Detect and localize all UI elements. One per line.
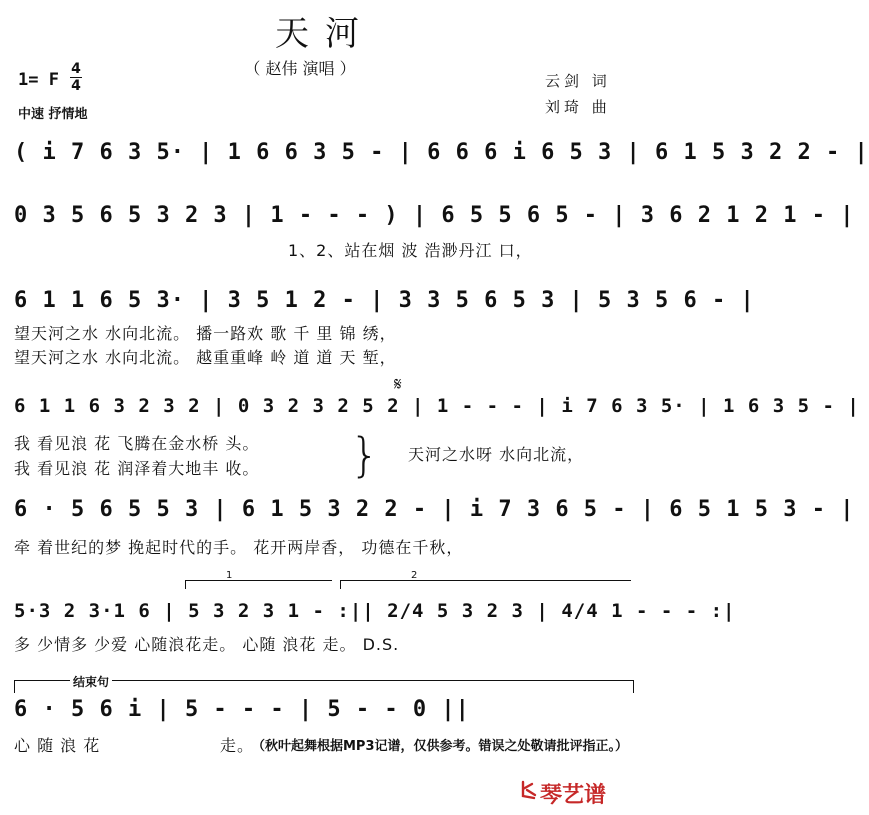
notation-row-2: 0 3 5 6 5 3 2 3 | 1 - - - ) | 6 5 5 6 5 - | 3 6 2 1 2 1 - |: [14, 203, 855, 228]
meter-top: 4: [71, 61, 81, 77]
lyric-row-3-verse-2: 望天河之水 水向北流。 越重重峰 岭 道 道 天 堑，: [14, 348, 397, 367]
notation-row-5: 6 · 5 6 5 5 3 | 6 1 5 3 2 2 - | i 7 3 6 5 - | 6 5 1 5 3 - |: [14, 497, 855, 522]
lyric-row-4-verse-2: 我 看见浪 花 润泽着大地丰 收。: [14, 459, 260, 478]
lyricist-credit: 云剑 词: [545, 72, 611, 90]
lyric-row-7-tail: 走。: [220, 736, 255, 755]
transcriber-note: （秋叶起舞根据MP3记谱，仅供参考。错误之处敬请批评指正。）: [252, 739, 629, 754]
tempo-marking: 中速 抒情地: [18, 107, 88, 122]
brand-logo-text: 琴艺谱: [540, 783, 607, 808]
song-title: 天河: [275, 14, 375, 54]
singer-credit: （ 赵伟 演唱 ）: [244, 59, 356, 78]
time-signature: [70, 62, 82, 93]
segno-sign: 𝄋: [394, 374, 402, 395]
lyric-row-2: 1、2、站在烟 波 浩渺丹江 口，: [288, 241, 533, 260]
notation-row-7: 6 · 5 6 i | 5 - - - | 5 - - 0 ||: [14, 697, 470, 722]
notation-row-6: 5·3 2 3·1 6 | 5 3 2 3 1 - :|| 2/4 5 3 2 3 | 4/4 1 - - - :|: [14, 600, 736, 622]
volta-number-1: 1: [226, 570, 233, 581]
notation-row-1: ( i 7 6 3 5· | 1 6 6 3 5 - | 6 6 6 i 6 5 3 | 6 1 5 3 2 2 - |: [14, 140, 869, 165]
volta-bracket-2: [340, 570, 631, 589]
brand-logo-icon: [520, 780, 538, 800]
notation-row-3: 6 1 1 6 5 3· | 3 5 1 2 - | 3 3 5 6 5 3 | 5 3 5 6 - |: [14, 288, 755, 313]
verse-brace: }: [350, 428, 380, 482]
ending-label: 结束句: [70, 673, 112, 690]
volta-bracket-1: [185, 570, 332, 589]
meter-bottom: 4: [71, 78, 81, 94]
lyric-row-7: 心 随 浪 花: [14, 736, 101, 755]
lyric-row-6: 多 少情多 少爱 心随浪花走。 心随 浪花 走。 D.S.: [14, 635, 400, 654]
volta-number-2: 2: [411, 570, 418, 581]
notation-row-4: 6 1 1 6 3 2 3 2 | 0 3 2 3 2 5 2 | 1 - - - | i 7 6 3 5· | 1 6 3 5 - |: [14, 395, 860, 417]
composer-credit: 刘琦 曲: [545, 98, 611, 116]
lyric-row-5: 牵 着世纪的梦 挽起时代的手。 花开两岸香， 功德在千秋，: [14, 538, 464, 557]
lyric-row-4-chorus: 天河之水呀 水向北流，: [408, 445, 585, 464]
lyric-row-3-verse-1: 望天河之水 水向北流。 播一路欢 歌 千 里 锦 绣，: [14, 324, 397, 343]
lyric-row-4-verse-1: 我 看见浪 花 飞腾在金水桥 头。: [14, 434, 260, 453]
key-signature: 1= F: [18, 70, 59, 90]
